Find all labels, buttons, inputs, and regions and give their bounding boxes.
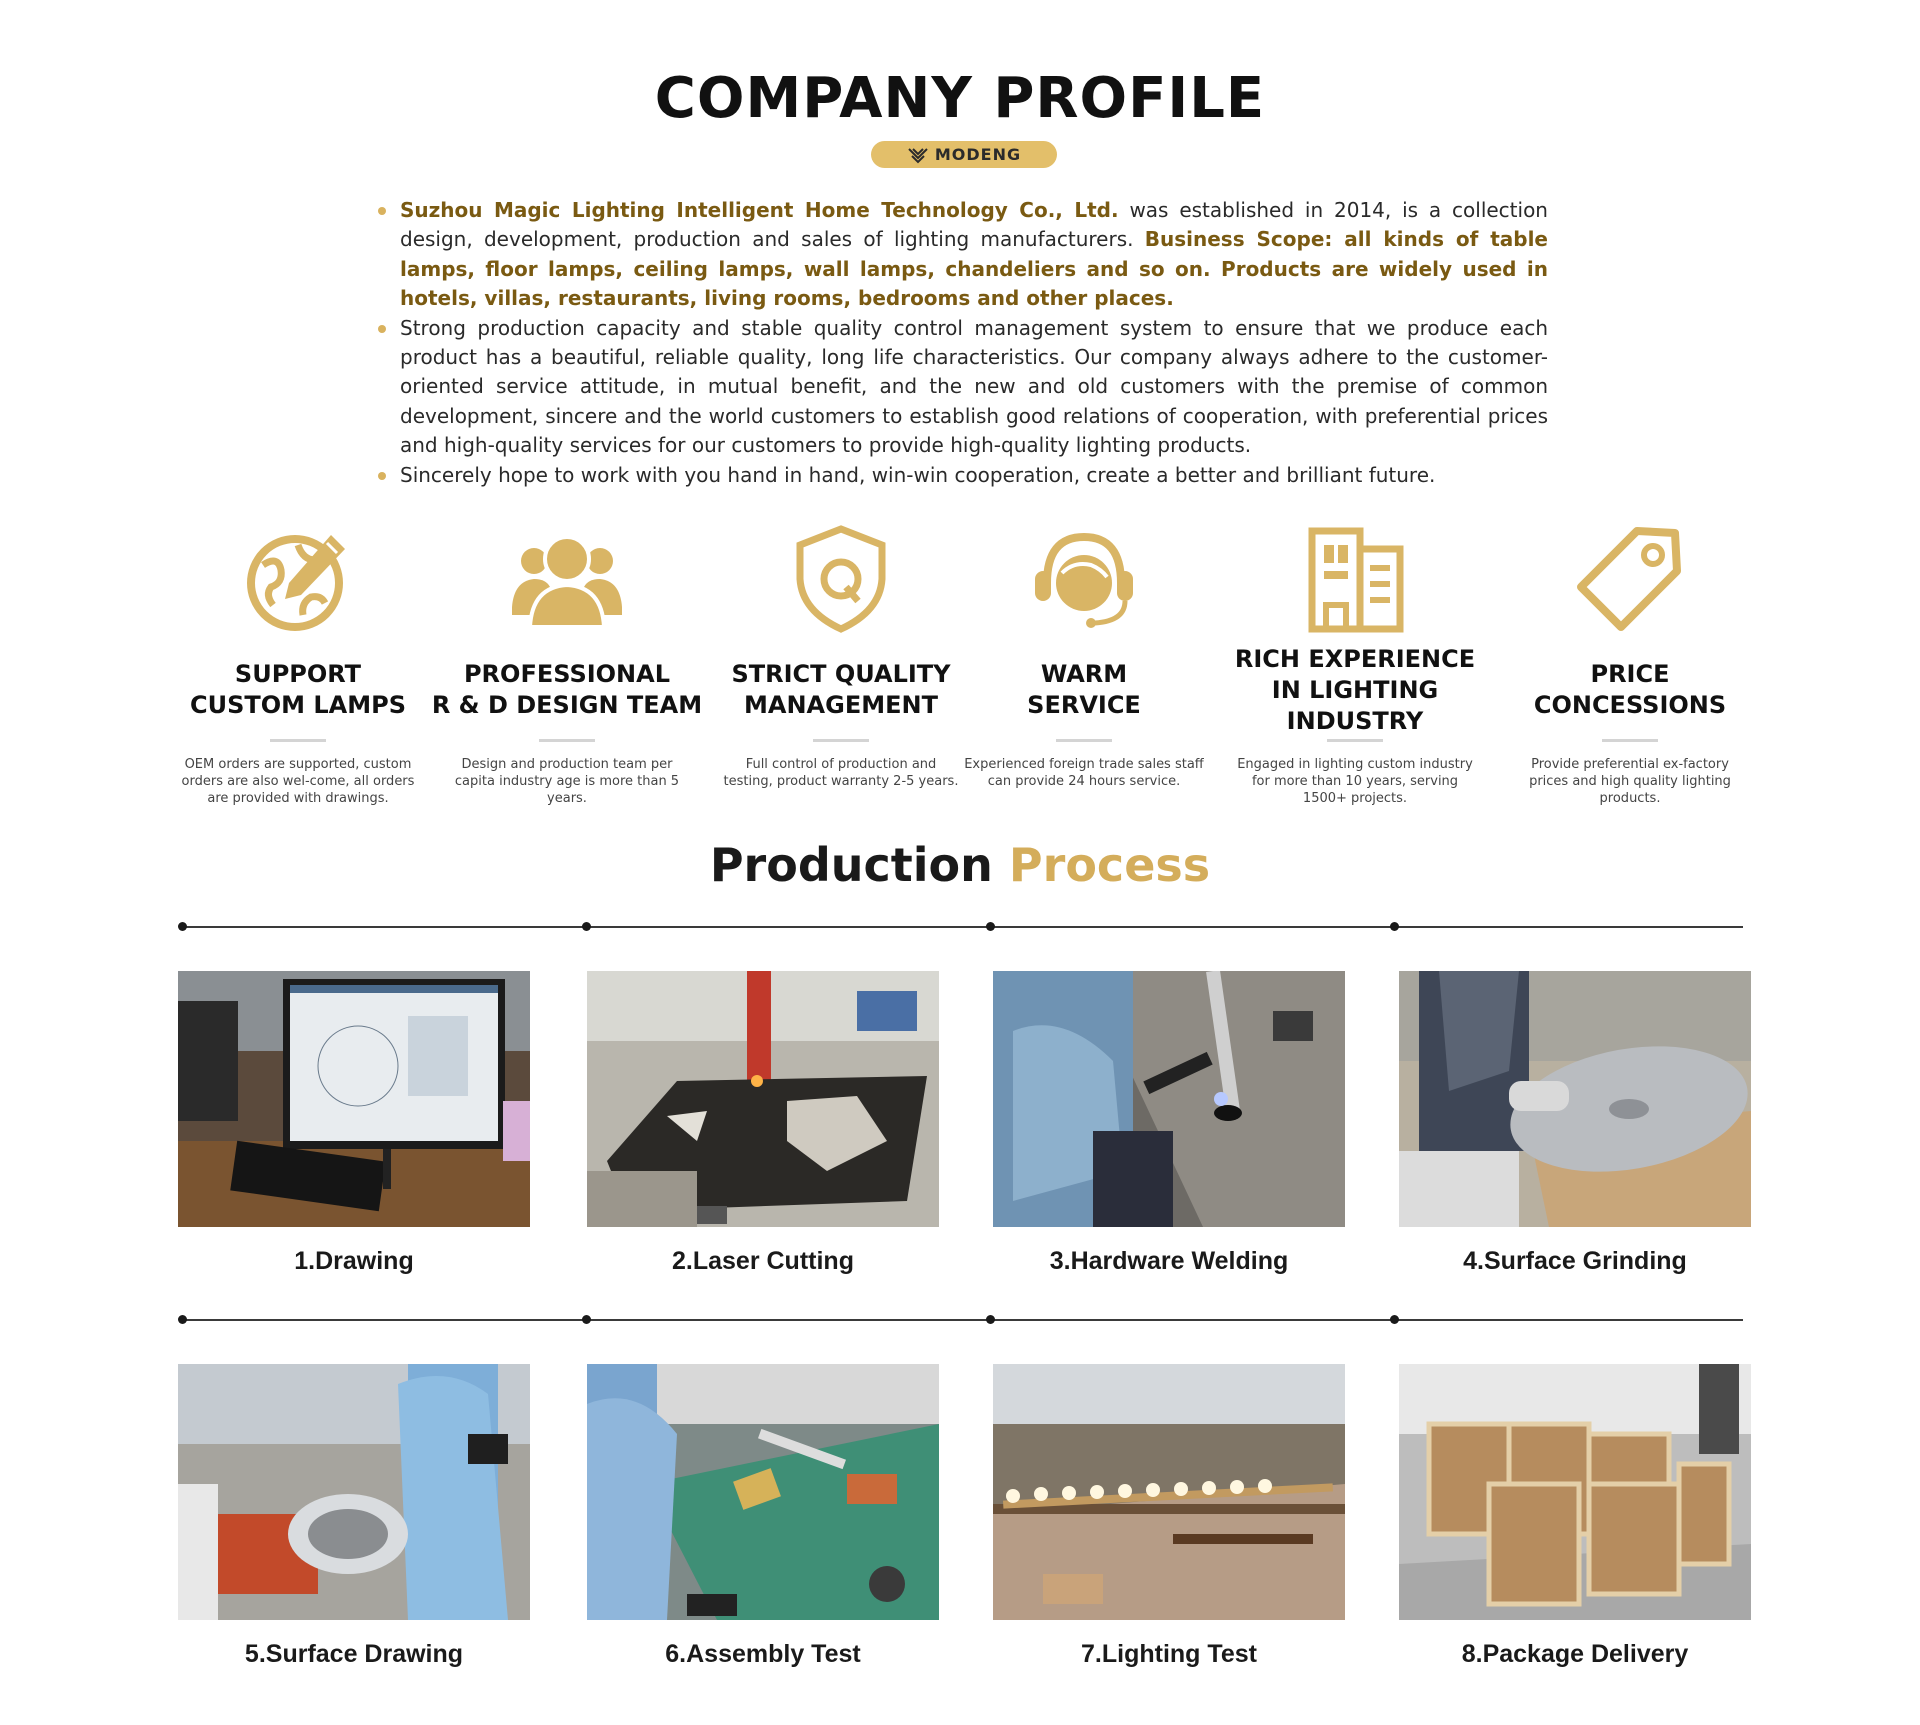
step-label: 8.Package Delivery xyxy=(1461,1640,1689,1668)
process-step-laser-cutting xyxy=(587,971,939,1227)
process-step-assembly-test xyxy=(587,1364,939,1620)
profile-paragraph-2: Strong production capacity and stable quality control management system to ensure that we produce each product has a beautiful, reliable quality, long life characteristics. Our company always adhere to the customer-oriented service attitude, in mutual benefit, and the new and old customers with the premise of common development, sincere and the world customers to establish good relations of cooperation, with preferential prices and high-quality services for our customers to provide high-quality lighting products. xyxy=(378,314,1548,461)
feature-design-team xyxy=(427,525,707,807)
timeline-dot xyxy=(178,922,187,931)
process-step-package-delivery xyxy=(1399,1364,1751,1620)
divider xyxy=(1327,739,1383,742)
feature-title: PROFESSIONAL R & D DESIGN TEAM xyxy=(431,660,703,719)
assembly-test-photo xyxy=(587,1364,939,1620)
timeline-row-1 xyxy=(182,926,1743,928)
team-icon xyxy=(512,525,622,635)
feature-description: Provide preferential ex-factory prices and high quality lighting products. xyxy=(1529,757,1731,806)
surface-grinding-photo xyxy=(1399,971,1751,1227)
page-title: COMPANY PROFILE xyxy=(654,66,1266,131)
step-label: 3.Hardware Welding xyxy=(1049,1247,1289,1275)
company-name: Suzhou Magic Lighting Intelligent Home Technology Co., Ltd. xyxy=(400,198,1119,222)
feature-description: Experienced foreign trade sales staff can provide 24 hours service. xyxy=(964,757,1204,789)
feature-description: Design and production team per capita industry age is more than 5 years. xyxy=(454,757,680,806)
process-step-surface-grinding xyxy=(1399,971,1751,1227)
divider xyxy=(813,739,869,742)
brand-logo-icon xyxy=(907,146,929,164)
title-gold: Process xyxy=(1008,838,1211,892)
globe-pencil-icon xyxy=(243,525,353,635)
process-step-drawing xyxy=(178,971,530,1227)
price-tag-icon xyxy=(1575,525,1685,635)
step-label: 5.Surface Drawing xyxy=(244,1640,464,1668)
timeline-dot xyxy=(582,922,591,931)
feature-custom-lamps xyxy=(158,525,438,807)
headset-icon xyxy=(1029,525,1139,635)
timeline-dot xyxy=(986,1315,995,1324)
feature-title: RICH EXPERIENCE IN LIGHTING INDUSTRY xyxy=(1234,644,1476,735)
feature-description: Full control of production and testing, product warranty 2-5 years. xyxy=(723,757,959,789)
title-dark: Production xyxy=(709,838,993,892)
timeline-dot xyxy=(178,1315,187,1324)
divider xyxy=(1602,739,1658,742)
divider xyxy=(270,739,326,742)
feature-title: STRICT QUALITY MANAGEMENT xyxy=(731,660,951,719)
feature-title: PRICE CONCESSIONS xyxy=(1533,660,1727,719)
feature-price xyxy=(1490,525,1770,807)
laser-cutting-photo xyxy=(587,971,939,1227)
brand-name: MODENG xyxy=(934,145,1022,164)
process-step-lighting-test xyxy=(993,1364,1345,1620)
feature-description: Engaged in lighting custom industry for more than 10 years, serving 1500+ projects. xyxy=(1237,757,1473,806)
step-label: 1.Drawing xyxy=(294,1247,414,1275)
step-label: 4.Surface Grinding xyxy=(1463,1247,1687,1275)
timeline-dot xyxy=(986,922,995,931)
timeline-row-2 xyxy=(182,1319,1743,1321)
drawing-photo xyxy=(178,971,530,1227)
quality-shield-icon xyxy=(786,525,896,635)
business-scope: Business Scope: all kinds of table lamps, floor lamps, ceiling lamps, wall lamps, chandeliers and so on. Products are widely used in hotels, villas, restaurants, living rooms, bedrooms and other places. xyxy=(400,227,1548,311)
feature-experience xyxy=(1215,525,1495,807)
production-process-title xyxy=(0,838,1920,892)
step-label: 7.Lighting Test xyxy=(1081,1640,1257,1668)
divider xyxy=(539,739,595,742)
divider xyxy=(1056,739,1112,742)
process-step-hardware-welding xyxy=(993,971,1345,1227)
feature-quality xyxy=(701,525,981,790)
feature-description: OEM orders are supported, custom orders are also wel-come, all orders are provided with drawings. xyxy=(181,757,415,806)
package-delivery-photo xyxy=(1399,1364,1751,1620)
brand-badge xyxy=(871,141,1057,168)
feature-title: SUPPORT CUSTOM LAMPS xyxy=(189,660,407,719)
timeline-dot xyxy=(582,1315,591,1324)
building-icon xyxy=(1300,525,1410,635)
profile-text: was established in 2014, is a collection design, development, production and sales of lighting manufacturers. xyxy=(400,198,1548,252)
feature-service xyxy=(944,525,1224,790)
lighting-test-photo xyxy=(993,1364,1345,1620)
surface-drawing-photo xyxy=(178,1364,530,1620)
step-label: 2.Laser Cutting xyxy=(672,1247,854,1275)
features-row xyxy=(0,525,1920,825)
hardware-welding-photo xyxy=(993,971,1345,1227)
profile-paragraph-1 xyxy=(378,196,1548,314)
timeline-dot xyxy=(1390,1315,1399,1324)
step-label: 6.Assembly Test xyxy=(665,1640,861,1668)
profile-paragraph-3: Sincerely hope to work with you hand in hand, win-win cooperation, create a better and brilliant future. xyxy=(378,461,1548,490)
feature-title: WARM SERVICE xyxy=(1027,660,1141,719)
company-description xyxy=(378,196,1548,490)
process-step-surface-drawing xyxy=(178,1364,530,1620)
timeline-dot xyxy=(1390,922,1399,931)
